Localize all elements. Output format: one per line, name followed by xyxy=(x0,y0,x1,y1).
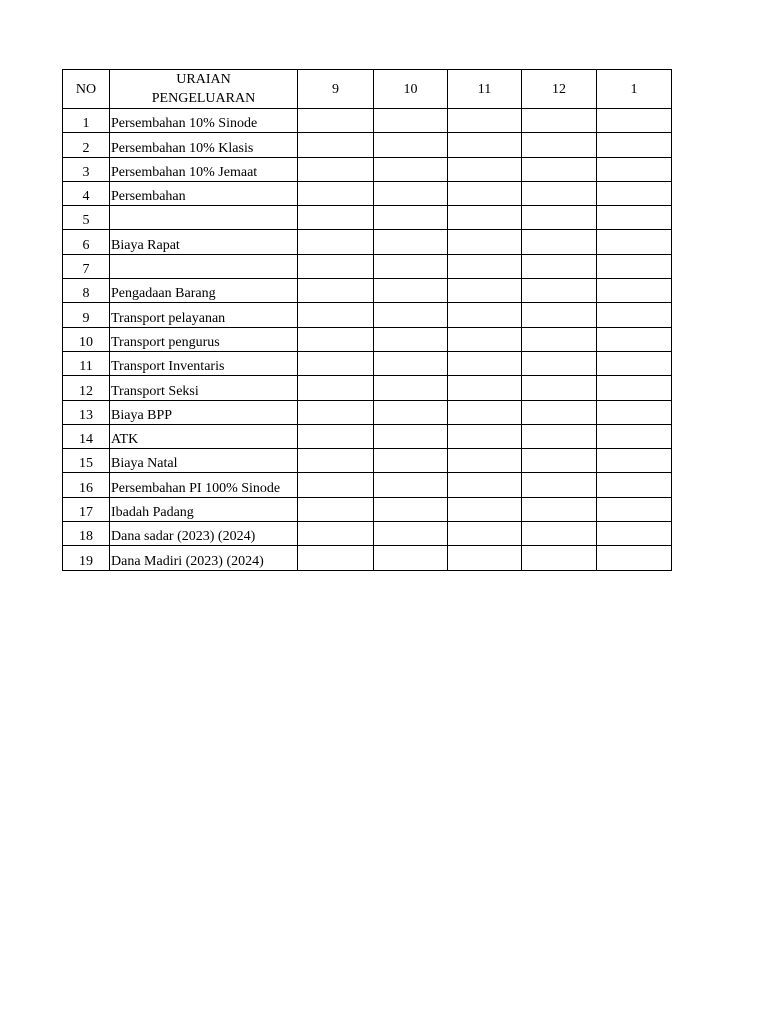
table-row xyxy=(63,497,672,521)
description-cell[interactable]: Persembahan 10% Sinode xyxy=(110,109,298,133)
amount-cell[interactable] xyxy=(374,303,448,327)
table-row xyxy=(63,351,672,375)
amount-cell[interactable] xyxy=(522,279,597,303)
amount-cell[interactable] xyxy=(298,303,374,327)
amount-cell[interactable] xyxy=(374,109,448,133)
amount-cell[interactable] xyxy=(597,473,672,497)
row-number-cell[interactable]: 13 xyxy=(63,400,110,424)
description-cell[interactable]: Transport pengurus xyxy=(110,327,298,351)
table-row xyxy=(63,546,672,570)
description-cell[interactable] xyxy=(110,206,298,230)
amount-cell[interactable] xyxy=(374,279,448,303)
description-cell[interactable]: ATK xyxy=(110,424,298,448)
description-cell[interactable]: Dana Madiri (2023) (2024) xyxy=(110,546,298,570)
amount-cell[interactable] xyxy=(522,303,597,327)
amount-cell[interactable] xyxy=(597,449,672,473)
table-row xyxy=(63,473,672,497)
amount-cell[interactable] xyxy=(597,376,672,400)
amount-cell[interactable] xyxy=(597,327,672,351)
row-number-cell[interactable]: 11 xyxy=(63,351,110,375)
amount-cell[interactable] xyxy=(597,206,672,230)
row-number-cell[interactable]: 1 xyxy=(63,109,110,133)
amount-cell[interactable] xyxy=(374,473,448,497)
row-number-cell[interactable]: 5 xyxy=(63,206,110,230)
amount-cell[interactable] xyxy=(448,376,522,400)
amount-cell[interactable] xyxy=(374,181,448,205)
table-row xyxy=(63,206,672,230)
amount-cell[interactable] xyxy=(448,424,522,448)
amount-cell[interactable] xyxy=(448,157,522,181)
amount-cell[interactable] xyxy=(597,497,672,521)
header-month-12: 12 xyxy=(522,70,597,109)
amount-cell[interactable] xyxy=(522,109,597,133)
amount-cell[interactable] xyxy=(298,400,374,424)
amount-cell[interactable] xyxy=(448,279,522,303)
amount-cell[interactable] xyxy=(298,206,374,230)
amount-cell[interactable] xyxy=(298,230,374,254)
row-number-cell[interactable]: 3 xyxy=(63,157,110,181)
amount-cell[interactable] xyxy=(448,109,522,133)
amount-cell[interactable] xyxy=(522,206,597,230)
amount-cell[interactable] xyxy=(522,254,597,278)
amount-cell[interactable] xyxy=(522,351,597,375)
table-row xyxy=(63,279,672,303)
amount-cell[interactable] xyxy=(597,351,672,375)
row-number-cell[interactable]: 14 xyxy=(63,424,110,448)
amount-cell[interactable] xyxy=(448,351,522,375)
amount-cell[interactable] xyxy=(522,230,597,254)
amount-cell[interactable] xyxy=(298,351,374,375)
header-description xyxy=(110,70,298,109)
amount-cell[interactable] xyxy=(298,181,374,205)
row-number-cell[interactable]: 6 xyxy=(63,230,110,254)
description-cell[interactable]: Ibadah Padang xyxy=(110,497,298,521)
amount-cell[interactable] xyxy=(597,254,672,278)
amount-cell[interactable] xyxy=(522,424,597,448)
amount-cell[interactable] xyxy=(374,254,448,278)
amount-cell[interactable] xyxy=(597,230,672,254)
row-number-cell[interactable]: 4 xyxy=(63,181,110,205)
amount-cell[interactable] xyxy=(374,133,448,157)
description-cell[interactable]: Pengadaan Barang xyxy=(110,279,298,303)
amount-cell[interactable] xyxy=(374,449,448,473)
table-body xyxy=(63,109,672,571)
amount-cell[interactable] xyxy=(298,157,374,181)
table-header xyxy=(63,70,672,109)
description-cell[interactable]: Persembahan PI 100% Sinode xyxy=(110,473,298,497)
amount-cell[interactable] xyxy=(298,254,374,278)
header-description-line2: PENGELUARAN xyxy=(151,91,256,106)
amount-cell[interactable] xyxy=(522,522,597,546)
description-cell[interactable]: Biaya Natal xyxy=(110,449,298,473)
row-number-cell[interactable]: 7 xyxy=(63,254,110,278)
table-row xyxy=(63,181,672,205)
amount-cell[interactable] xyxy=(298,109,374,133)
table-row xyxy=(63,449,672,473)
amount-cell[interactable] xyxy=(522,400,597,424)
amount-cell[interactable] xyxy=(448,206,522,230)
amount-cell[interactable] xyxy=(374,400,448,424)
header-no: NO xyxy=(63,70,110,109)
description-cell[interactable]: Persembahan xyxy=(110,181,298,205)
row-number-cell[interactable]: 16 xyxy=(63,473,110,497)
header-description-line1: URAIAN xyxy=(176,72,231,87)
amount-cell[interactable] xyxy=(448,230,522,254)
amount-cell[interactable] xyxy=(374,206,448,230)
table-row xyxy=(63,400,672,424)
amount-cell[interactable] xyxy=(522,449,597,473)
amount-cell[interactable] xyxy=(298,546,374,570)
amount-cell[interactable] xyxy=(448,133,522,157)
amount-cell[interactable] xyxy=(448,303,522,327)
amount-cell[interactable] xyxy=(298,522,374,546)
amount-cell[interactable] xyxy=(448,400,522,424)
table-row xyxy=(63,109,672,133)
description-cell[interactable]: Biaya Rapat xyxy=(110,230,298,254)
amount-cell[interactable] xyxy=(597,303,672,327)
amount-cell[interactable] xyxy=(374,327,448,351)
row-number-cell[interactable]: 12 xyxy=(63,376,110,400)
amount-cell[interactable] xyxy=(448,181,522,205)
description-cell[interactable]: Persembahan 10% Klasis xyxy=(110,133,298,157)
amount-cell[interactable] xyxy=(374,546,448,570)
header-month-10: 10 xyxy=(374,70,448,109)
amount-cell[interactable] xyxy=(522,376,597,400)
table-row xyxy=(63,376,672,400)
amount-cell[interactable] xyxy=(448,497,522,521)
description-cell[interactable]: Transport Inventaris xyxy=(110,351,298,375)
amount-cell[interactable] xyxy=(597,109,672,133)
amount-cell[interactable] xyxy=(597,546,672,570)
amount-cell[interactable] xyxy=(298,497,374,521)
amount-cell[interactable] xyxy=(298,449,374,473)
row-number-cell[interactable]: 8 xyxy=(63,279,110,303)
amount-cell[interactable] xyxy=(374,230,448,254)
table-row xyxy=(63,230,672,254)
description-cell[interactable]: Dana sadar (2023) (2024) xyxy=(110,522,298,546)
amount-cell[interactable] xyxy=(448,449,522,473)
amount-cell[interactable] xyxy=(298,279,374,303)
amount-cell[interactable] xyxy=(597,522,672,546)
amount-cell[interactable] xyxy=(597,133,672,157)
description-cell[interactable]: Persembahan 10% Jemaat xyxy=(110,157,298,181)
amount-cell[interactable] xyxy=(298,327,374,351)
table-row xyxy=(63,157,672,181)
amount-cell[interactable] xyxy=(522,473,597,497)
amount-cell[interactable] xyxy=(298,424,374,448)
table-row xyxy=(63,303,672,327)
table-row xyxy=(63,133,672,157)
amount-cell[interactable] xyxy=(298,133,374,157)
amount-cell[interactable] xyxy=(522,327,597,351)
amount-cell[interactable] xyxy=(597,400,672,424)
amount-cell[interactable] xyxy=(298,473,374,497)
row-number-cell[interactable]: 19 xyxy=(63,546,110,570)
amount-cell[interactable] xyxy=(597,181,672,205)
table-row xyxy=(63,327,672,351)
amount-cell[interactable] xyxy=(522,157,597,181)
header-month-11: 11 xyxy=(448,70,522,109)
amount-cell[interactable] xyxy=(448,473,522,497)
amount-cell[interactable] xyxy=(448,327,522,351)
amount-cell[interactable] xyxy=(374,351,448,375)
amount-cell[interactable] xyxy=(374,157,448,181)
row-number-cell[interactable]: 2 xyxy=(63,133,110,157)
row-number-cell[interactable]: 9 xyxy=(63,303,110,327)
amount-cell[interactable] xyxy=(374,376,448,400)
description-cell[interactable]: Transport pelayanan xyxy=(110,303,298,327)
amount-cell[interactable] xyxy=(522,181,597,205)
row-number-cell[interactable]: 18 xyxy=(63,522,110,546)
description-cell[interactable] xyxy=(110,254,298,278)
amount-cell[interactable] xyxy=(448,522,522,546)
amount-cell[interactable] xyxy=(374,424,448,448)
amount-cell[interactable] xyxy=(597,424,672,448)
row-number-cell[interactable]: 10 xyxy=(63,327,110,351)
table-row xyxy=(63,254,672,278)
amount-cell[interactable] xyxy=(448,254,522,278)
amount-cell[interactable] xyxy=(597,279,672,303)
amount-cell[interactable] xyxy=(597,157,672,181)
header-month-1: 1 xyxy=(597,70,672,109)
table-row xyxy=(63,522,672,546)
description-cell[interactable]: Biaya BPP xyxy=(110,400,298,424)
description-cell[interactable]: Transport Seksi xyxy=(110,376,298,400)
row-number-cell[interactable]: 17 xyxy=(63,497,110,521)
amount-cell[interactable] xyxy=(522,133,597,157)
amount-cell[interactable] xyxy=(522,497,597,521)
amount-cell[interactable] xyxy=(522,546,597,570)
row-number-cell[interactable]: 15 xyxy=(63,449,110,473)
amount-cell[interactable] xyxy=(374,522,448,546)
amount-cell[interactable] xyxy=(448,546,522,570)
expense-table xyxy=(62,69,672,571)
header-row xyxy=(63,70,672,109)
amount-cell[interactable] xyxy=(298,376,374,400)
amount-cell[interactable] xyxy=(374,497,448,521)
header-month-9: 9 xyxy=(298,70,374,109)
table-row xyxy=(63,424,672,448)
